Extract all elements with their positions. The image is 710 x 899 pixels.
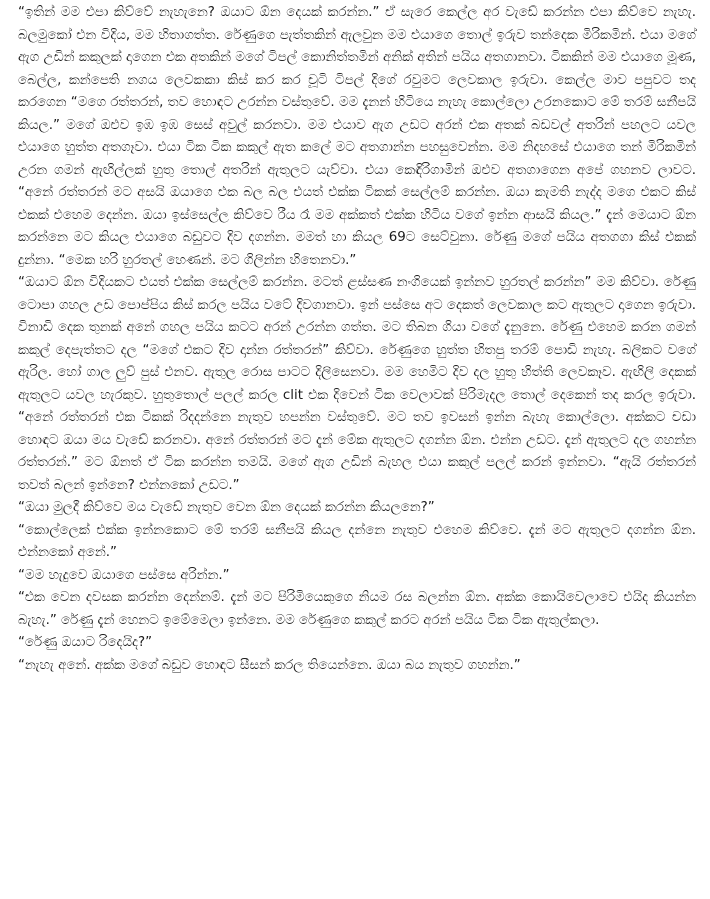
paragraph-5: “මම හැදුවෙ ඔයාගෙ පස්සෙ අරින්න.” [18,567,230,583]
paragraph-6: “එක වෙන දවසක කරන්න දෙන්නම්. දැන් මට පිරිමියෙකුගෙ නියම රස බලන්න ඕන. අක්ක කොයිවෙලාවෙ එයිද කියන්න බැහැ.” රේණු දැන් හෙනට ඉමේමෙලා ඉන්නෙ. මම රේණුගෙ කකුල් කරට අරන් පයිය ටික ටික ඇතුල්කලා. [18,590,696,628]
paragraph-4: “කොල්ලෙක් එක්ක ඉන්නකොට මේ තරම් සනීපයි කියල දන්නෙ නැතුව එහෙම කිව්වෙ. දැන් මට ඇතුලට දගන්න ඕන. එන්නකෝ අනේ.” [18,522,696,560]
paragraph-7: “රේණු ඔයාට රිදෙයිද?” [18,635,153,650]
paragraph-3: “ඔයා මුලදී කිව්වෙ මය වැඩේ නැතුව වෙන ඕන දෙයක් කරන්න කියලනෙ?” [18,500,435,515]
paragraph-8: “නැහැ අනේ. අක්ක මගේ බඩුව හොඳට සීසන් කරල තියෙන්නෙ. ඔයා බය නැතුව ගහන්න.” [18,657,521,673]
paragraph-1: “ඉතින් මම එපා කිව්වේ නැහැනෙ? ඔයාට ඕන දෙයක් කරන්න.” ඒ සැරෙ කෙල්ල අර වැඩේ කරන්න එපා කිව්වෙ නැහැ. බලමුකෝ එන විදිය, මම හිතාගත්ත. රේණුගෙ පැත්තකින් ඇලවුන මම එයාගෙ තොල් ඉරුව තන්දෙක මිරිකමින්. එයා මගේ ඇග උඩින් කකුලක් දාගෙන එක අතකින් මගේ ටිපල් කොනිත්තමින් අනික් අතින් පයිය අතගානවා. ටිකකින් මම එයාගෙ මූණ, බෙල්ල, කන්පෙති නගය ලෙවකකා කිස් කර කර චූටි ටිපල් දිගේ රවුමට ලෙවකාල ඉරුවා. කෙල්ල මාව පපුවට තද කරගෙන “මගෙ රත්තරන්, තව හොඳට උරන්න වස්තුවේ. මම දැනන් හිටියෙ නැහැ කොල්ලො උරනකොට මේ තරම් සනීපයි කියල.” මගේ ඔළුව ඉඹ ඉඹ සෙස් අවුල් කරනවා. මම එයාව ඇග උඩට අරන් එක අතක් බඩවල් අතරින් පහලට යවල එයාගෙ හුත්ත අතගෑවා. එයා ටික ටික කකුල් ඇත කලේ මට අතගාන්න පහසුවෙන්න. මම නිදහසේ එයාගෙ තන් මිරිකමින් උරන ගමන් ඇඟිල්ලක් හුතු තොල් අතරින් ඇතුලට යැව්වා. එයා කෙඳිරිගාමින් ඔළුව අතගාගෙන අපේ ගහනව ලාවට. “අනේ රත්තරන් මට අසයි ඔයාගෙ එක බල බල එයත් එක්ක ටිකක් සෙල්ලම් කරන්න. ඔයා කැමති නැද්ද මගෙ එකට කිස් එකක් එහෙම දෙන්න. ඔයා ඉස්සෙල්ල කිව්වෙ රීය රෑ මම අක්කත් එක්ක හිටිය වගේ ඉන්න ආසයි කියල.” දැන් මෙයාට ඕන කරන්නෙ මට කියල එයාගෙ බඩුවට දිව දගන්න. මමත් හා කියල 69ට සෙට්වුනා. රේණු මගේ පයිය අතගගා කිස් එකක් දුන්නා. “මෙක හරි හුරතල් හෙණන්. මට ගිලින්න හිතෙනවා.” [18,5,696,268]
paragraph-2: “ඔයාට ඕන විදියකට එයත් එක්ක සෙල්ලම් කරන්න. මටත් ළස්සණ නංගියෙක් ඉන්නව හුරතල් කරන්න” මම කිව්වා. රේණු ටොපා ගහල උඩ පොප්පිය කිස් කරල පයිය වටේ දිවගානවා. ඉන් පස්සෙ අට දෙකත් ලෙවකාල කට ඇතුලට දාගෙන ඉරුවා. විනාඩි දෙක තුනක් අනේ ගහල පයිය කටට අරන් උරන්න ගත්ත. මට තිබන ගියා වගේ දැනුනෙ. රේණු එහෙම කරන ගමන් කකුල් දෙපැත්තට දල “මගේ එකට දිව දාන්න රත්තරන්” කිව්වා. රේණුගෙ හුත්ත හිතපු තරම් පොඩි නැහැ. බලිකට වගේ ඇරිල. හෝ ගාල ලුව් පුස් එනව. ඇතුල රොස පාටට දිලිසෙනවා. මම හෙමිට දිව දල හුතු හිත්ති ලෙවකෑව. ඇඟිලි දෙකක් ඇතුලට යවල හැරකුව. හුතුතොල් පලල් කරල clit එක දිවෙන් ටික වෙලාවක් පිරිමැදල තොල් දෙකෙන් තද කරල ඉරුවා. “අනේ රත්තරන් එක ටිකක් රිදදන්නෙ නැතුව හපන්න වස්තුවේ. මට තව ඉවසන් ඉන්න බැහැ කොල්ලො. අක්කට චඩා හොඳට ඔයා මය වැඩේ කරනවා. අනේ රත්තරන් මට දැන් මේක ඇතුලට දගන්න ඕන. එන්න උඩට. දැන් ඇතුලට දල ගහන්න රත්තරන්.” මට ඕනත් ඒ ටික කරන්න තමයි. මගේ ඇග උඩින් බැහල එයා කකුල් පලල් කරන් ඉන්නවා. “ඇයි රත්තරන් තවත් බලන් ඉන්නෙ? එන්නකෝ උඩට.” [18,275,696,493]
